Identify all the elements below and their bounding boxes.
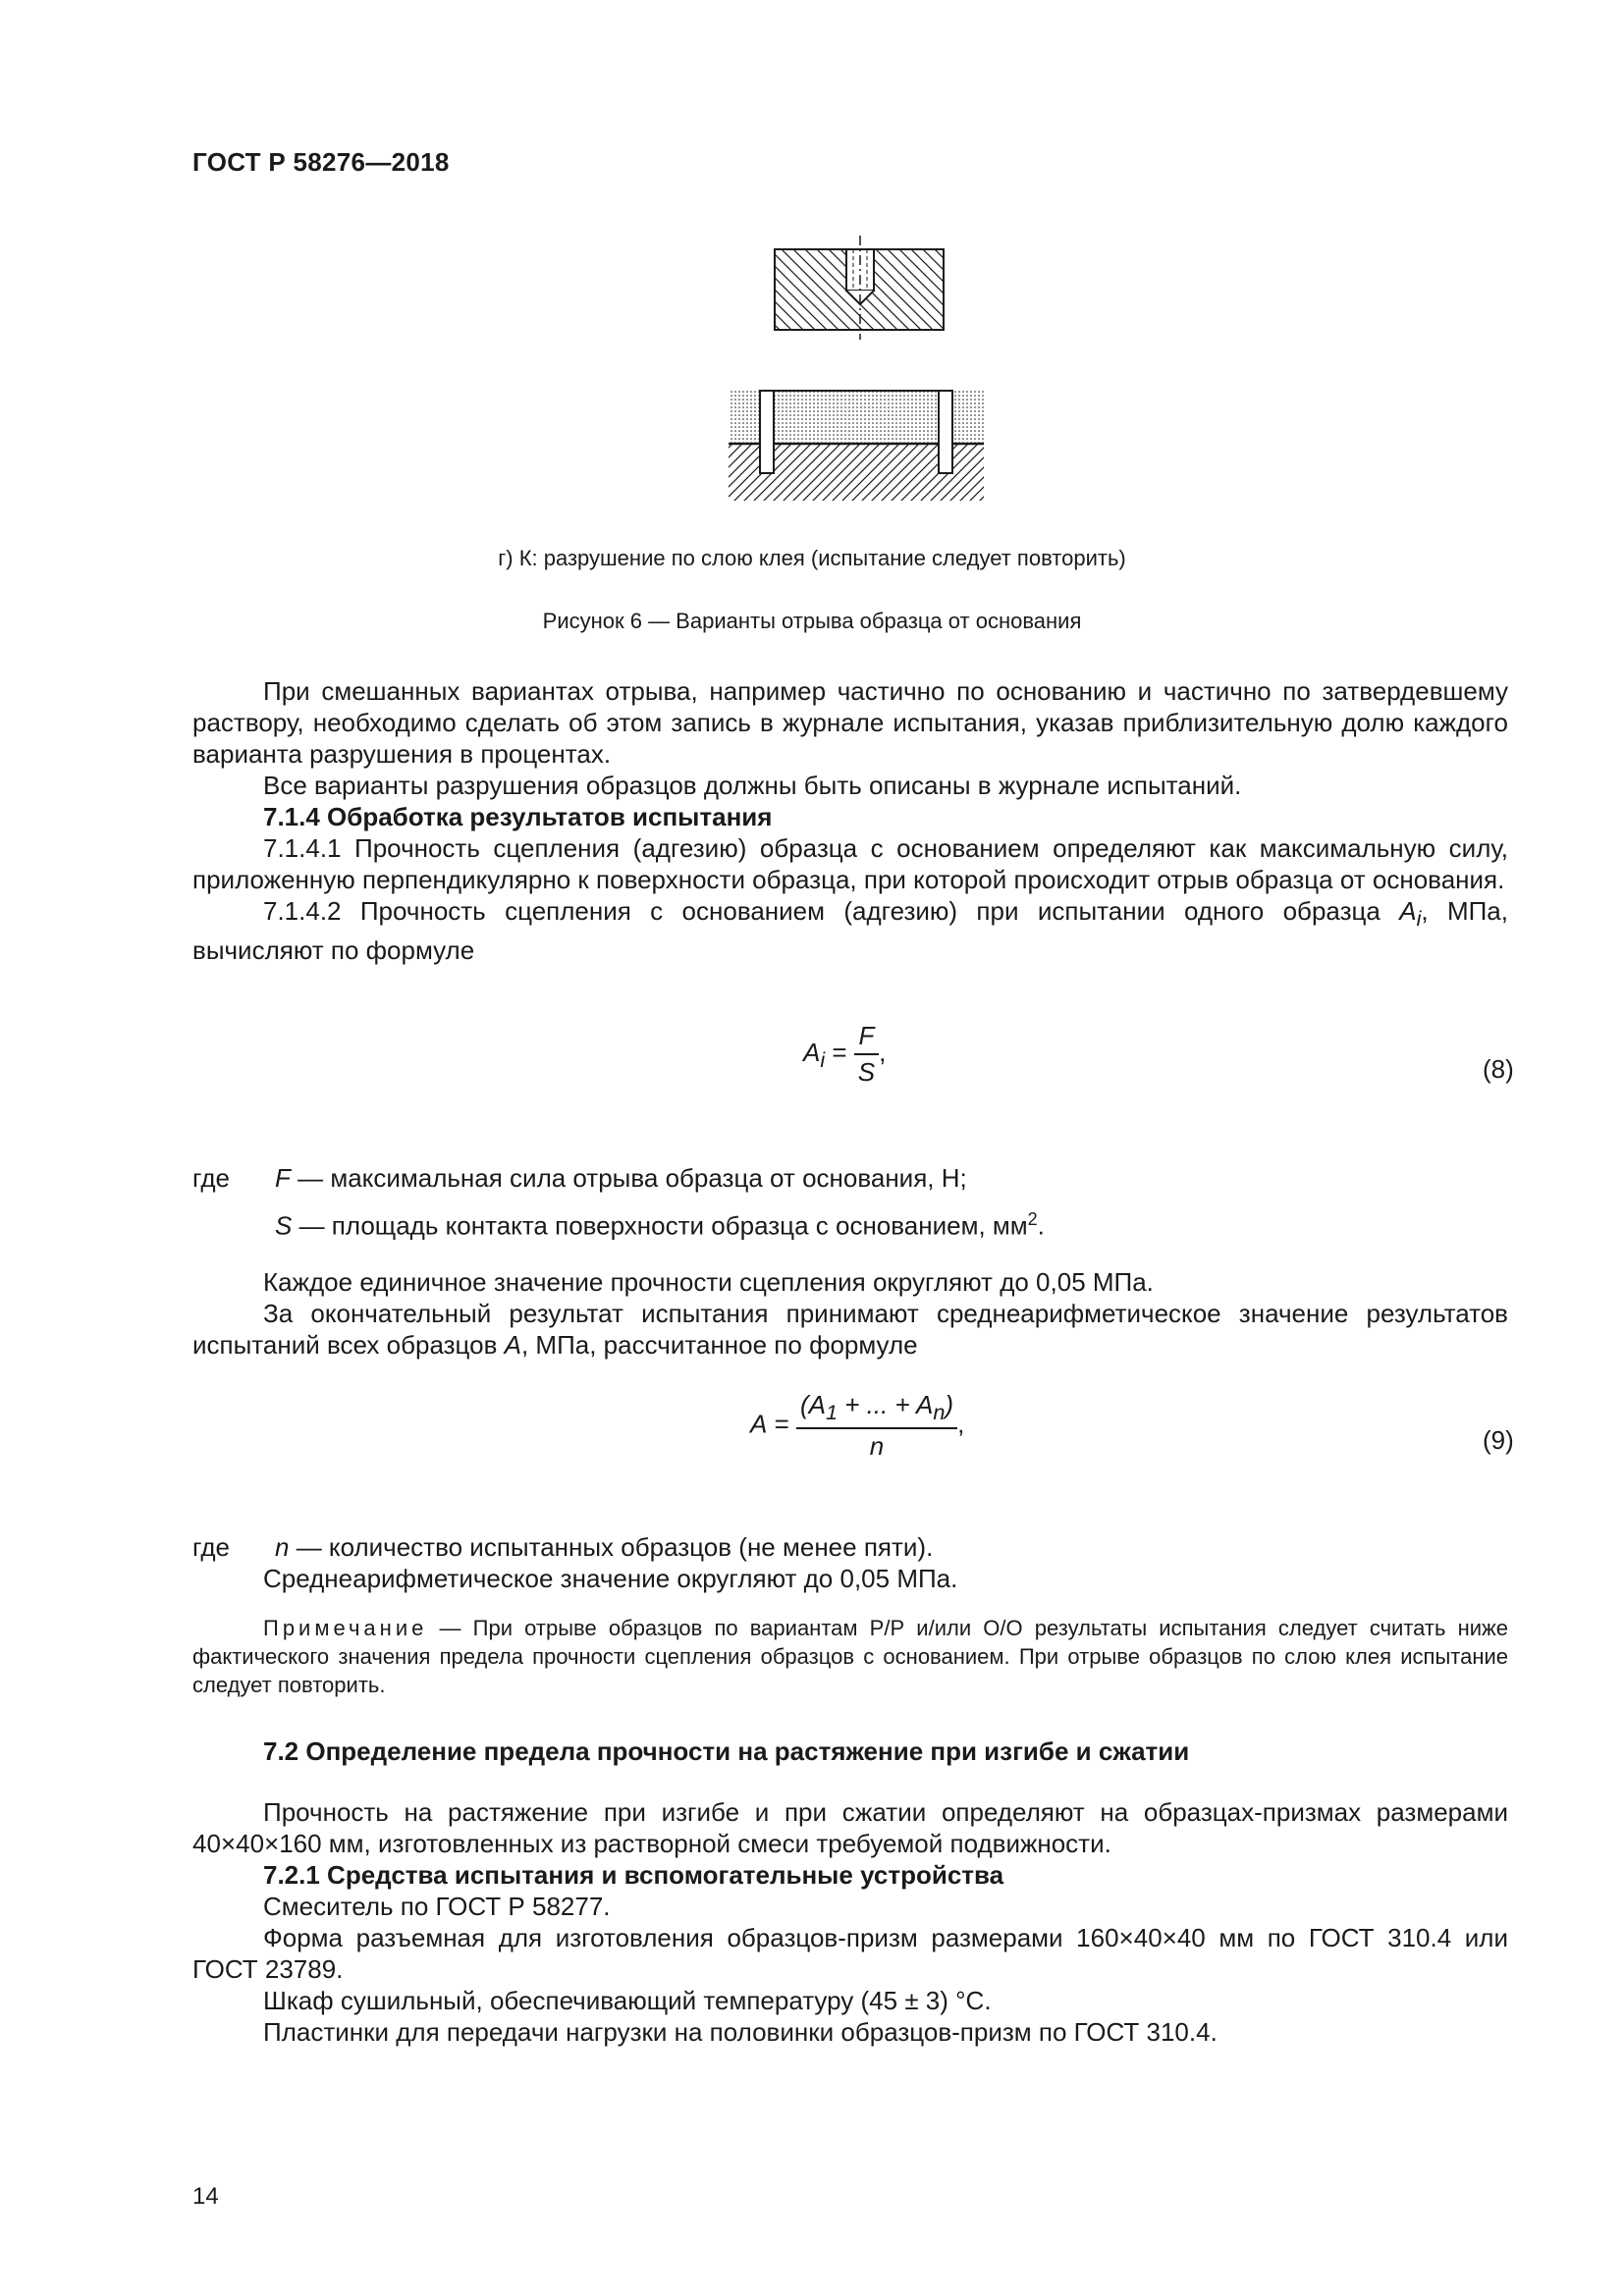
formula-9-number: (9) xyxy=(1483,1425,1514,1455)
paragraph-all-variants: Все варианты разрушения образцов должны быть описаны в журнале испытаний. xyxy=(263,771,1242,800)
formula-8: $A_i$ = $\frac{F}{S}$ , xyxy=(803,1021,887,1087)
figure-caption: Рисунок 6 — Варианты отрыва образца от основания xyxy=(542,609,1082,633)
heading-7-2: 7.2 Определение предела прочности на растяжение при изгибе и сжатии xyxy=(263,1736,1190,1766)
paragraph-mean-rounding: Среднеарифметическое значение округляют до 0,05 МПа. xyxy=(263,1564,958,1593)
where-word-8: где xyxy=(192,1163,230,1193)
note-label: Примечание xyxy=(263,1616,428,1640)
paragraph-7-2-intro: Прочность на растяжение при изгибе и при сжатии определяют на образцах-призмах размерами 40×40×160 мм, изготовленных из растворной смеси требуемой подвижности. xyxy=(192,1797,1508,1858)
heading-7-1-4: 7.1.4 Обработка результатов испытания xyxy=(263,802,773,831)
formula-8-number: (8) xyxy=(1483,1054,1514,1084)
paragraph-mixer: Смеситель по ГОСТ Р 58277. xyxy=(263,1892,611,1921)
formula-8-fraction: $\frac{F}{S}$ xyxy=(854,1021,879,1088)
body-block-1 xyxy=(192,675,1508,966)
paragraph-load-plates: Пластинки для передачи нагрузки на половинки образцов-призм по ГОСТ 310.4. xyxy=(263,2017,1218,2047)
formula-9: A = $\frac{(A_1 + ... + A_n)}{n}$ , xyxy=(750,1390,965,1462)
paragraph-mould: Форма разъемная для изготовления образцов-призм размерами 160×40×40 мм по ГОСТ 310.4 или ГОСТ 23789. xyxy=(192,1923,1508,1984)
document-code: ГОСТ Р 58276—2018 xyxy=(192,147,450,177)
figure-6g-drawing xyxy=(707,234,1001,508)
paragraph-mixed-failure: При смешанных вариантах отрыва, например частично по основанию и частично по затвердевшему раствору, необходимо сделать об этом запись в журнале испытания, указав приблизительную долю каждого варианта разрушения в процентах. xyxy=(192,676,1508,769)
specimen-on-base-shape xyxy=(729,391,984,501)
section-7-2 xyxy=(192,1735,1508,1767)
page-number: 14 xyxy=(192,2183,219,2210)
paragraph-7-1-4-1: 7.1.4.1 Прочность сцепления (адгезию) образца с основанием определяют как максимальную силу, приложенную перпендикулярно к поверхности образца, при которой происходит отрыв образца от основания. xyxy=(192,833,1508,894)
where-item-n: n — количество испытанных образцов (не менее пяти). xyxy=(275,1532,934,1562)
section-7-2-body xyxy=(192,1796,1508,2048)
paragraph-drying-cabinet: Шкаф сушильный, обеспечивающий температуру (45 ± 3) °С. xyxy=(263,1986,992,2015)
formula-9-fraction: $\frac{(A_1 + ... + A_n)}{n}$ xyxy=(796,1390,957,1462)
heading-7-2-1: 7.2.1 Средства испытания и вспомогательные устройства xyxy=(263,1860,1004,1890)
paragraph-final-result: За окончательный результат испытания принимают среднеарифметическое значение результатов испытаний всех образцов A, МПа, рассчитанное по формуле xyxy=(192,1299,1508,1360)
paragraph-7-1-4-2: 7.1.4.2 Прочность сцепления с основанием (адгезию) при испытании одного образца $A_i$, МПа, вычисляют по формуле xyxy=(192,896,1508,966)
top-plate-shape xyxy=(775,236,944,340)
paragraph-rounding: Каждое единичное значение прочности сцепления округляют до 0,05 МПа. xyxy=(263,1267,1154,1297)
body-block-2 xyxy=(192,1266,1508,1361)
figure-subcaption: г) К: разрушение по слою клея (испытание следует повторить) xyxy=(498,546,1126,570)
where-item-S: S — площадь контакта поверхности образца с основанием, $мм^2$. xyxy=(275,1209,1045,1241)
where-word-9: где xyxy=(192,1532,230,1562)
note: Примечание — При отрыве образцов по вариантам Р/Р и/или О/О результаты испытания следует считать ниже фактического значения предела прочности сцепления образцов с основанием. При отрыве образцов по слою клея испытание следует повторить. xyxy=(192,1616,1508,1697)
where-item-F: F — максимальная сила отрыва образца от основания, Н; xyxy=(275,1163,967,1193)
